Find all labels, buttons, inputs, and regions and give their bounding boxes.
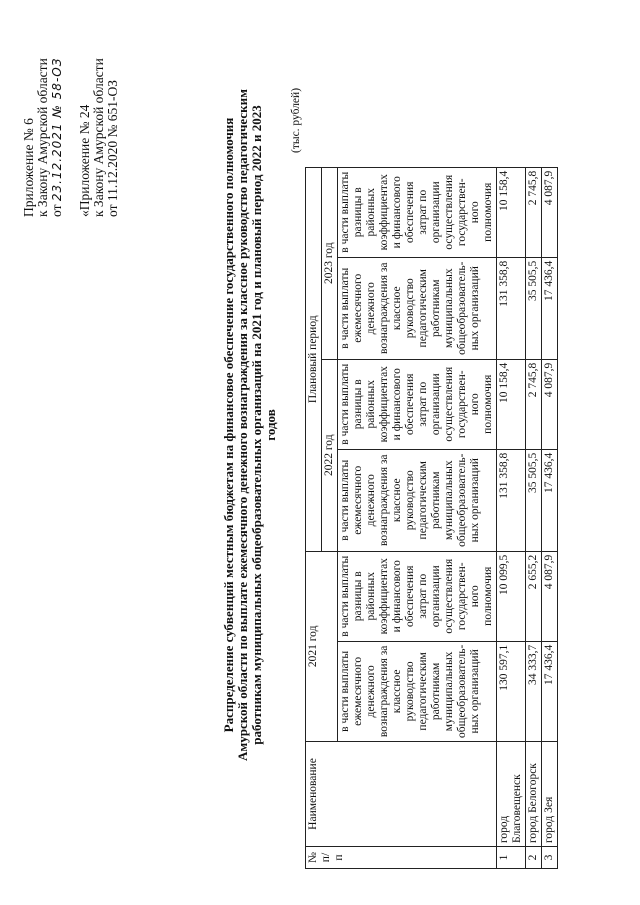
row-num: 3	[542, 847, 558, 869]
cell-2021-b: 10 099,5	[497, 551, 526, 641]
cell-2022-b: 2 745,8	[526, 359, 542, 449]
row-name: город Зея	[542, 742, 558, 847]
cell-2022-b: 4 087,9	[542, 359, 558, 449]
table-header-row	[306, 167, 322, 868]
title-line: годов	[263, 409, 278, 441]
cell-2022-a: 35 505,5	[526, 449, 542, 551]
cell-2023-b: 4 087,9	[542, 167, 558, 257]
appendix-title: Приложение № 6	[21, 118, 36, 217]
header-col-b: в части выплаты разницы в районных коэффициентах и финансового обеспечения затрат по организации осуществления государствен-ного полномочия	[338, 551, 497, 641]
row-name: город Благовещенск	[497, 742, 526, 847]
title-line: Амурской области по выплате ежемесячного денежного вознаграждения за классное руководство педагогическим	[235, 89, 250, 761]
table-row	[542, 167, 558, 868]
cell-2023-a: 17 436,4	[542, 257, 558, 359]
previous-appendix-law-ref: к Закону Амурской области	[91, 58, 106, 217]
document-title	[222, 25, 278, 825]
cell-2023-b: 2 745,8	[526, 167, 542, 257]
previous-appendix-title: «Приложение № 24	[77, 104, 92, 217]
cell-2022-a: 17 436,4	[542, 449, 558, 551]
cell-2021-b: 2 655,2	[526, 551, 542, 641]
appendix-date-line	[50, 17, 64, 217]
cell-2021-a: 34 333,7	[526, 641, 542, 741]
header-2023: 2023 год	[322, 167, 338, 359]
appendix-law-ref: к Закону Амурской области	[35, 58, 50, 217]
header-col-a: в части выплаты ежемесячного денежного вознаграждения за классное руководство педагогическим работникам муниципальных общеобразователь-ных организаций	[338, 641, 497, 741]
header-2022: 2022 год	[322, 359, 338, 551]
cell-2023-a: 35 505,5	[526, 257, 542, 359]
cell-2021-b: 4 087,9	[542, 551, 558, 641]
row-name: город Белогорск	[526, 742, 542, 847]
table-row	[526, 167, 542, 868]
row-num: 1	[497, 847, 526, 869]
header-plan-period: Плановый период	[306, 167, 322, 551]
subvention-table	[305, 167, 558, 869]
cell-2023-a: 131 358,8	[497, 257, 526, 359]
cell-2022-a: 131 358,8	[497, 449, 526, 551]
header-col-a: в части выплаты ежемесячного денежного вознаграждения за классное руководство педагогическим работникам муниципальных общеобразователь-ных организаций	[338, 257, 497, 359]
appendix-header	[22, 17, 120, 217]
cell-2023-b: 10 158,4	[497, 167, 526, 257]
cell-2021-a: 17 436,4	[542, 641, 558, 741]
cell-2022-b: 10 158,4	[497, 359, 526, 449]
units-note: (тыс. рублей)	[290, 87, 302, 153]
table-row	[497, 167, 526, 868]
header-col-b: в части выплаты разницы в районных коэффициентах и финансового обеспечения затрат по организации осуществления государствен-ного полномочия	[338, 167, 497, 257]
title-line: Распределение субвенций местным бюджетам на финансовое обеспечение государственного полномочия	[221, 117, 236, 733]
handwritten-date: 23.12.2021 № 58-ОЗ	[50, 57, 64, 202]
header-2021: 2021 год	[306, 551, 338, 741]
row-num: 2	[526, 847, 542, 869]
appendix-date-prefix: от	[49, 204, 64, 217]
header-name: Наименование	[306, 742, 497, 847]
cell-2021-a: 130 597,1	[497, 641, 526, 741]
header-num: № п/п	[306, 847, 497, 869]
header-col-a: в части выплаты ежемесячного денежного вознаграждения за классное руководство педагогическим работникам муниципальных общеобразователь-ных организаций	[338, 449, 497, 551]
previous-appendix-date: от 11.12.2020 № 651-ОЗ	[105, 80, 120, 217]
header-col-b: в части выплаты разницы в районных коэффициентах и финансового обеспечения затрат по организации осуществления государствен-ного полномочия	[338, 359, 497, 449]
title-line: работникам муниципальных общеобразовательных организаций на 2021 год и плановый период 2022 и 2023	[249, 105, 264, 745]
